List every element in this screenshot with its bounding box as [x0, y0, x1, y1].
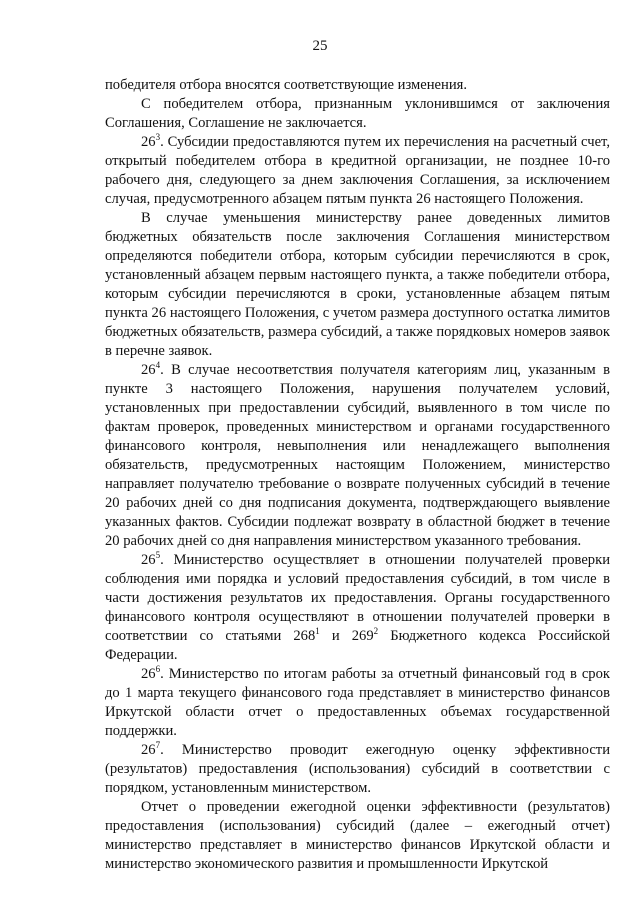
- clause-superscript: 7: [155, 740, 161, 751]
- clause-superscript: 6: [155, 664, 161, 675]
- paragraph-26-4: [105, 361, 610, 551]
- clause-text: . В случае несоответствия получателя категориям лиц, указанным в пункте 3 настоящего Положения, нарушения получателем условий, установленных при предоставлении субсидий, выявленного в том числе по фактам проверок, проведенных министерством и органами государственного финансового контроля, невыполнения или ненадлежащего выполнения обязательств, предусмотренных настоящим Положением, министерство направляет получателю требование о возврате полученных субсидий в течение 20 рабочих дней со дня подписания документа, подтверждающего выявление указанных фактов. Субсидии подлежат возврату в областной бюджет в течение 20 рабочих дней со дня направления министерством указанного требования.: [105, 362, 610, 549]
- clause-superscript: 3: [155, 132, 161, 143]
- clause-text: . Субсидии предоставляются путем их перечисления на расчетный счет, открытый победителем отбора в кредитной организации, не позднее 10-го рабочего дня, следующего за днем заключения Соглашения, за исключением случая, предусмотренного абзацем пятым пункта 26 настоящего Положения.: [105, 134, 610, 207]
- paragraph-26-5: [105, 551, 610, 665]
- clause-number: 26: [141, 552, 156, 568]
- clause-number: 26: [141, 666, 156, 682]
- article-superscript: 2: [373, 626, 379, 637]
- clause-text: . Министерство проводит ежегодную оценку эффективности (результатов) предоставления (использования) субсидий в соответствии с порядком, установленным министерством.: [105, 742, 610, 796]
- paragraph-26-6: [105, 665, 610, 741]
- paragraph-26-3: [105, 133, 610, 209]
- paragraph-1: победителя отбора вносятся соответствующие изменения.: [105, 77, 467, 93]
- page-number: 25: [312, 38, 328, 54]
- clause-superscript: 5: [155, 550, 161, 561]
- clause-text: и 269: [319, 628, 374, 644]
- clause-superscript: 4: [155, 360, 161, 371]
- clause-text: . Министерство осуществляет в отношении получателей проверки соблюдения ими порядка и условий предоставления субсидий, в том числе в части достижения результатов их предоставления. Органы государственного финансового контроля осуществляют в отношении получателей проверки в соответствии со статьями 268: [105, 552, 610, 644]
- paragraph-2: С победителем отбора, признанным уклонившимся от заключения Соглашения, Соглашение не заключается.: [105, 96, 610, 131]
- clause-text: Бюджетного кодекса Российской Федерации.: [105, 628, 611, 663]
- clause-number: 26: [141, 134, 156, 150]
- paragraph-26-7: [105, 741, 610, 798]
- paragraph-annual-report: Отчет о проведении ежегодной оценки эффективности (результатов) предоставления (использования) субсидий (далее – ежегодный отчет) министерство представляет в министерство финансов Иркутской области и министерство экономического развития и промышленности Иркутской: [105, 799, 610, 872]
- paragraph-reduction-case: В случае уменьшения министерству ранее доведенных лимитов бюджетных обязательств после заключения Соглашения министерством определяются победители отбора, которым субсидии перечисляются в срок, установленный абзацем первым настоящего пункта, а также победители отбора, которым субсидии перечисляются в сроки, установленные абзацем пятым пункта 26 настоящего Положения, с учетом размера доступного остатка лимитов бюджетных обязательств, размера субсидий, а также порядковых номеров заявок в перечне заявок.: [105, 210, 610, 359]
- document-body: [105, 76, 610, 874]
- clause-number: 26: [141, 742, 156, 758]
- clause-text: . Министерство по итогам работы за отчетный финансовый год в срок до 1 марта текущего финансового года представляет в министерство финансов Иркутской области отчет о предоставленных объемах государственной поддержки.: [105, 666, 610, 739]
- clause-number: 26: [141, 362, 156, 378]
- article-superscript: 1: [315, 626, 320, 637]
